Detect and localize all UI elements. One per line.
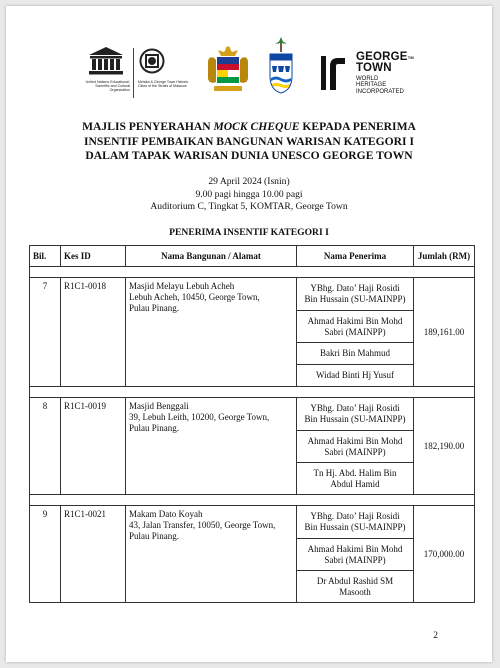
building-address: Pulau Pinang.: [129, 531, 180, 541]
logo-strip: [6, 34, 492, 104]
document-title: MAJLIS PENYERAHAN MOCK CHEQUE KEPADA PENERIMA INSENTIF PEMBAIKAN BANGUNAN WARISAN KATEGORI I DALAM TAPAK WARISAN DUNIA UNESCO GEORGE TOWN: [82, 120, 416, 162]
recipient-name: Dr Abdul Rashid SM Masooth: [297, 570, 413, 602]
cell-kes-id: R1C1-0019: [61, 398, 126, 495]
cell-bil: 8: [30, 398, 61, 495]
document-page: [6, 6, 492, 662]
cell-building: [126, 506, 297, 603]
table-spacer: [30, 267, 475, 278]
building-address: Lebuh Acheh, 10450, George Town,: [129, 292, 260, 302]
section-title: PENERIMA INSENTIF KATEGORI I: [169, 227, 329, 238]
cell-bil: 9: [30, 506, 61, 603]
cell-amount: 182,190.00: [414, 398, 475, 495]
recipient-name: Widad Binti Hj Yusuf: [297, 364, 413, 386]
cell-building: [126, 398, 297, 495]
cell-bil: 7: [30, 278, 61, 387]
world-heritage-caption: Melaka & George Town Historic Cities of the Straits of Malacca: [138, 80, 189, 89]
table-row: [30, 278, 475, 387]
cell-recipients: [297, 506, 414, 603]
george-town-world-heritage-wordmark: GEORGE™ TOWN WORLD HERITAGE INCORPORATED: [356, 51, 414, 95]
building-name: Masjid Melayu Lebuh Acheh: [129, 281, 235, 291]
event-venue: Auditorium C, Tingkat 5, KOMTAR, George Town: [150, 201, 348, 212]
event-date: 29 April 2024 (Isnin): [208, 176, 290, 187]
building-address: 39, Lebuh Leith, 10200, George Town,: [129, 412, 270, 422]
logo-divider: [133, 48, 134, 98]
page-number: 2: [433, 631, 438, 641]
george-town-world-heritage-logo-icon: [319, 52, 347, 92]
cell-building: [126, 278, 297, 387]
table-row: [30, 506, 475, 603]
building-name: Makam Dato Koyah: [129, 509, 203, 519]
recipient-name: Ahmad Hakimi Bin Mohd Sabri (MAINPP): [297, 538, 413, 570]
header-amount: Jumlah (RM): [414, 246, 475, 267]
world-heritage-emblem-icon: [139, 48, 165, 74]
recipient-name: Tn Hj. Abd. Halim Bin Abdul Hamid: [297, 462, 413, 494]
header-kes-id: Kes ID: [61, 246, 126, 267]
header-building: Nama Bangunan / Alamat: [126, 246, 297, 267]
unesco-logo-icon: [88, 46, 124, 76]
building-name: Masjid Benggali: [129, 401, 189, 411]
recipient-name: YBhg. Dato’ Haji Rosidi Bin Hussain (SU-MAINPP): [304, 403, 406, 424]
header-bil: Bil.: [30, 246, 61, 267]
unesco-caption: United Nations Educational, Scientific and Cultural Organization: [85, 80, 130, 93]
recipients-table: [29, 245, 475, 603]
recipient-name: Ahmad Hakimi Bin Mohd Sabri (MAINPP): [297, 310, 413, 342]
penang-state-crest-icon: [268, 36, 294, 94]
building-address: 43, Jalan Transfer, 10050, George Town,: [129, 520, 276, 530]
cell-amount: 189,161.00: [414, 278, 475, 387]
recipient-name: YBhg. Dato’ Haji Rosidi Bin Hussain (SU-MAINPP): [304, 283, 406, 304]
cell-recipients: [297, 278, 414, 387]
recipient-name: Ahmad Hakimi Bin Mohd Sabri (MAINPP): [297, 430, 413, 462]
table-spacer: [30, 387, 475, 398]
event-details: [6, 176, 492, 214]
cell-amount: 170,000.00: [414, 506, 475, 603]
table-header-row: [30, 246, 475, 267]
header-recipient: Nama Penerima: [297, 246, 414, 267]
table-spacer: [30, 495, 475, 506]
building-address: Pulau Pinang.: [129, 423, 180, 433]
cell-recipients: [297, 398, 414, 495]
recipient-name: YBhg. Dato’ Haji Rosidi Bin Hussain (SU-MAINPP): [304, 511, 406, 532]
cell-kes-id: R1C1-0018: [61, 278, 126, 387]
malaysia-coat-of-arms-icon: [202, 44, 254, 94]
cell-kes-id: R1C1-0021: [61, 506, 126, 603]
table-row: [30, 398, 475, 495]
building-address: Pulau Pinang.: [129, 303, 180, 313]
recipient-name: Bakri Bin Mahmud: [297, 342, 413, 364]
event-time: 9.00 pagi hingga 10.00 pagi: [195, 188, 303, 200]
